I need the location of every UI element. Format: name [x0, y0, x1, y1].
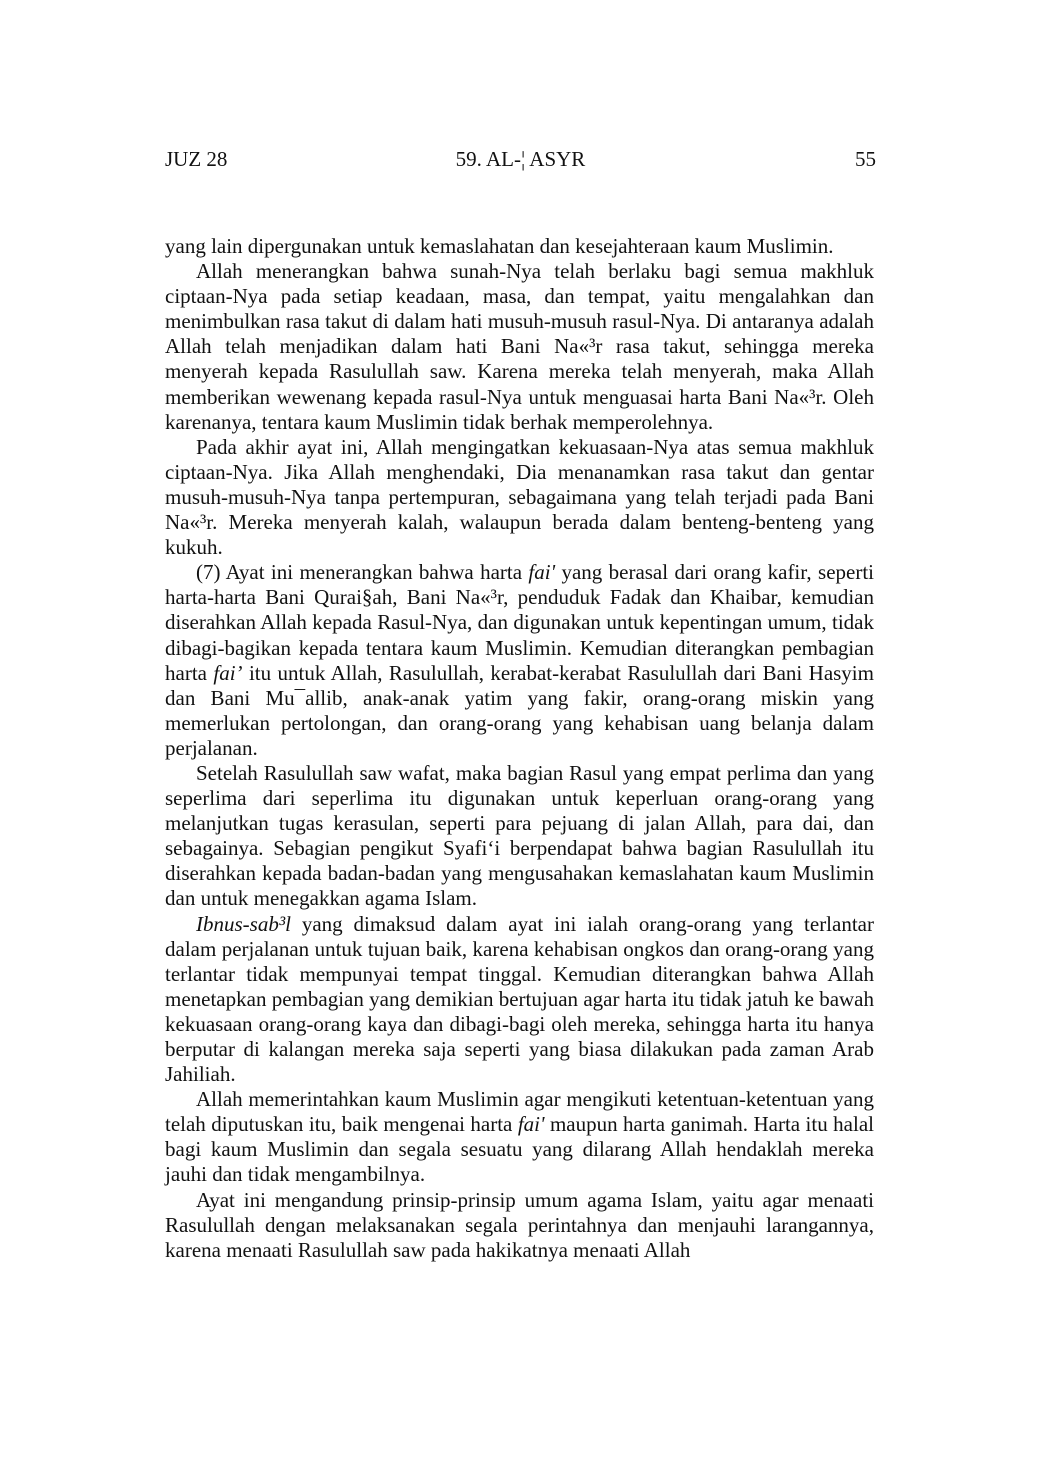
page-number: 55: [855, 147, 876, 171]
paragraph: [165, 1087, 874, 1187]
text-run: Allah memerintahkan kaum Muslimin agar mengikuti ketentuan-ketentuan yang telah diputuskan itu, baik mengenai harta: [165, 1087, 874, 1137]
italic-term-fai: fai’: [213, 660, 243, 685]
body-text: [165, 234, 874, 1263]
italic-term-ibnus-sabil: Ibnus-sab³l: [196, 911, 291, 936]
running-header: [165, 145, 876, 173]
paragraph: Pada akhir ayat ini, Allah mengingatkan kekuasaan-Nya atas semua makhluk ciptaan-Nya. Jika Allah menghendaki, Dia menanamkan rasa takut dan gentar musuh-musuh-Nya tanpa pertempuran, sebagaimana yang telah terjadi pada Bani Na«³r. Mereka menyerah kalah, walaupun berada dalam benteng-benteng yang kukuh.: [165, 434, 874, 560]
italic-term-fai: fai': [528, 560, 556, 585]
text-run: yang dimaksud dalam ayat ini ialah orang-orang yang terlantar dalam perjalanan untuk tujuan baik, karena kehabisan ongkos dan orang-orang yang terlantar tidak mempunyai tempat tinggal. Kemudian diterangkan bahwa Allah menetapkan pembagian yang demikian bertujuan agar harta itu tidak jatuh ke bawah kekuasaan orang-orang kaya dan dibagi-bagi oleh mereka, sehingga harta itu hanya berputar di kalangan mereka saja seperti yang biasa dilakukan pada zaman Arab Jahiliah.: [165, 911, 874, 1087]
text-run: itu untuk Allah, Rasulullah, kerabat-kerabat Rasulullah dari Bani Hasyim dan Bani Mu¯allib, anak-anak yatim yang fakir, orang-orang miskin yang memerlukan pertolongan, dan orang-orang yang kehabisan uang belanja dalam perjalanan.: [165, 660, 874, 760]
paragraph: Setelah Rasulullah saw wafat, maka bagian Rasul yang empat perlima dan yang seperlima dari seperlima itu digunakan untuk keperluan orang-orang yang melanjutkan tugas kerasulan, seperti para pejuang di jalan Allah, para dai, dan sebagainya. Sebagian pengikut Syafi‘i berpendapat bahwa bagian Rasulullah itu diserahkan kepada badan-badan yang mengusahakan kemaslahatan kaum Muslimin dan untuk menegakkan agama Islam.: [165, 760, 874, 911]
chapter-title: 59. AL-¦ ASYR: [455, 147, 586, 171]
juz-label: JUZ 28: [165, 147, 228, 171]
paragraph: [165, 912, 874, 1088]
text-run: maupun harta ganimah. Harta itu halal bagi kaum Muslimin dan segala sesuatu yang dilarang Allah hendaklah mereka jauhi dan tidak mengambilnya.: [165, 1112, 874, 1187]
paragraph-verse-7: [165, 560, 874, 761]
text-run: yang berasal dari orang kafir, seperti harta-harta Bani Qurai§ah, Bani Na«³r, penduduk Fadak dan Khaibar, kemudian diserahkan Allah kepada Rasul-Nya, dan digunakan untuk kepentingan umum, tidak dibagi-bagikan kepada tentara kaum Muslimin. Kemudian diterangkan pembagian harta: [165, 560, 874, 685]
paragraph: Allah menerangkan bahwa sunah-Nya telah berlaku bagi semua makhluk ciptaan-Nya pada setiap keadaan, masa, dan tempat, yaitu mengalahkan dan menimbulkan rasa takut di dalam hati musuh-musuh rasul-Nya. Di antaranya adalah Allah telah menjadikan dalam hati Bani Na«³r rasa takut, sehingga mereka menyerah kepada Rasulullah saw. Karena mereka telah menyerah, maka Allah memberikan wewenang kepada rasul-Nya untuk menguasai harta Bani Na«³r. Oleh karenanya, tentara kaum Muslimin tidak berhak memperolehnya.: [165, 259, 874, 434]
text-run: (7) Ayat ini menerangkan bahwa harta: [196, 560, 529, 585]
italic-term-fai: fai': [517, 1112, 545, 1137]
paragraph-continuation: yang lain dipergunakan untuk kemaslahatan dan kesejahteraan kaum Muslimin.: [165, 234, 834, 258]
paragraph: Ayat ini mengandung prinsip-prinsip umum agama Islam, yaitu agar menaati Rasulullah dengan melaksanakan segala perintahnya dan menjauhi larangannya, karena menaati Rasulullah saw pada hakikatnya menaati Allah: [165, 1187, 874, 1262]
